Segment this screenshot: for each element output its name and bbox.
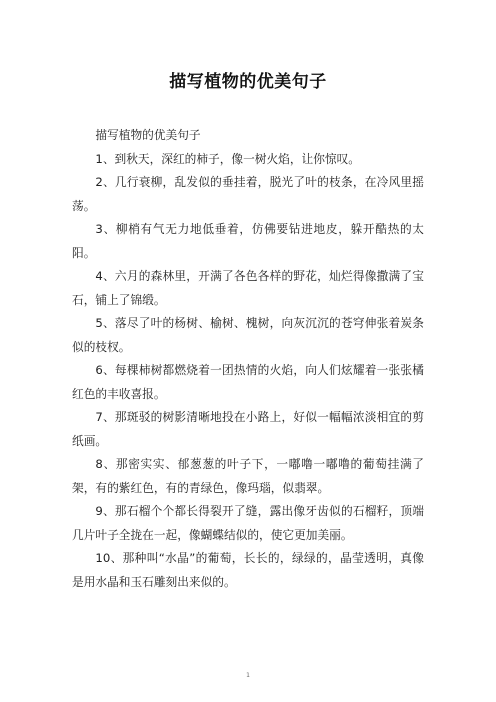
paragraph-item-4: 4、六月的森林里，开满了各色各样的野花，灿烂得像撒满了宝石，铺上了锦缎。 [72,269,424,307]
document-title: 描写植物的优美句子 [169,72,327,92]
page-number: 1 [246,672,250,679]
paragraph-item-10: 10、那种叫“水晶”的葡萄，长长的，绿绿的，晶莹透明，真像是用水晶和玉石雕刻出来似的。 [72,551,424,589]
paragraph-item-5: 5、落尽了叶的杨树、榆树、槐树，向灰沉沉的苍穹伸张着炭条似的枝杈。 [72,316,424,354]
paragraph-item-9: 9、那石榴个个都长得裂开了缝，露出像牙齿似的石榴籽，顶端几片叶子全拢在一起，像蝴蝶结似的，使它更加美丽。 [72,504,424,542]
paragraph-item-7: 7、那斑驳的树影清晰地投在小路上，好似一幅幅浓淡相宜的剪纸画。 [72,410,424,448]
paragraph-item-3: 3、柳梢有气无力地低垂着，仿佛要钻进地皮，躲开酷热的太阳。 [72,222,424,260]
paragraph-item-6: 6、每棵柿树都燃烧着一团热情的火焰，向人们炫耀着一张张橘红色的丰收喜报。 [72,363,424,401]
document-body [72,124,424,594]
paragraph-item-8: 8、那密实实、郁葱葱的叶子下，一嘟噜一嘟噜的葡萄挂满了架，有的紫红色，有的青绿色，像玛瑙，似翡翠。 [72,457,424,495]
paragraph-item-2: 2、几行衰柳，乱发似的垂挂着，脱光了叶的枝条，在冷风里摇荡。 [72,175,424,213]
paragraph-subtitle: 描写植物的优美句子 [95,128,201,142]
paragraph-item-1: 1、到秋天，深红的柿子，像一树火焰，让你惊叹。 [95,151,360,166]
